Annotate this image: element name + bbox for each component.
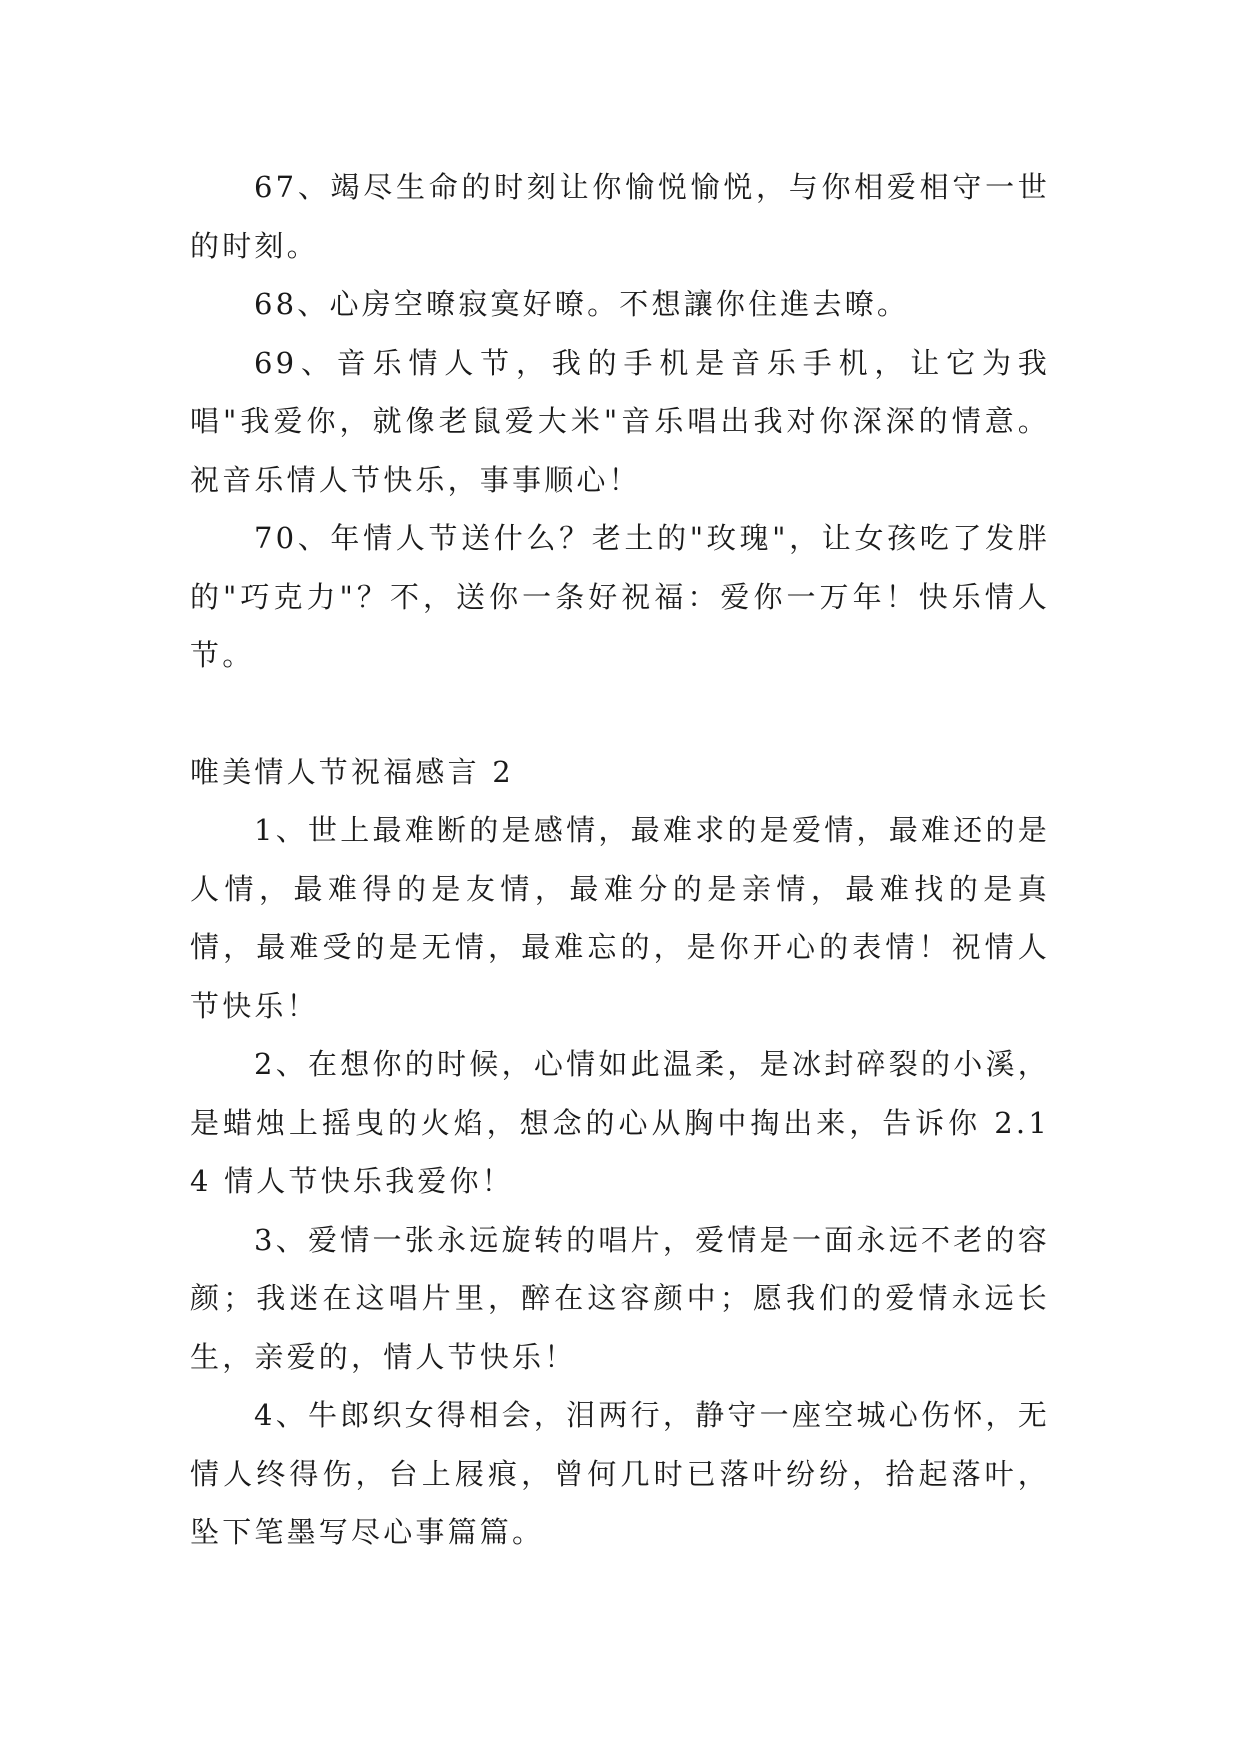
paragraph-67: 67、竭尽生命的时刻让你愉悦愉悦，与你相爱相守一世的时刻。 bbox=[190, 170, 1050, 263]
paragraph-68: 68、心房空暸寂寞好暸。不想讓你住進去暸。 bbox=[254, 287, 910, 321]
section-heading: 唯美情人节祝福感言 2 bbox=[190, 754, 514, 789]
section-spacer bbox=[190, 685, 1050, 743]
paragraph-1: 1、世上最难断的是感情，最难求的是爱情，最难还的是人情，最难得的是友情，最难分的是亲情，最难找的是真情，最难受的是无情，最难忘的，是你开心的表情！祝情人节快乐！ bbox=[190, 813, 1050, 1023]
paragraph-3: 3、爱情一张永远旋转的唱片，爱情是一面永远不老的容颜；我迷在这唱片里，醉在这容颜中；愿我们的爱情永远长生，亲爱的，情人节快乐！ bbox=[190, 1222, 1050, 1374]
paragraph-70: 70、年情人节送什么？老土的"玫瑰"，让女孩吃了发胖的"巧克力"？不，送你一条好祝福：爱你一万年！快乐情人节。 bbox=[190, 521, 1050, 672]
paragraph-4: 4、牛郎织女得相会，泪两行，静守一座空城心伤怀，无情人终得伤，台上屐痕，曾何几时已落叶纷纷，拾起落叶，坠下笔墨写尽心事篇篇。 bbox=[190, 1398, 1050, 1549]
paragraph-2: 2、在想你的时候，心情如此温柔，是冰封碎裂的小溪，是蜡烛上摇曳的火焰，想念的心从胸中掏出来，告诉你 2.14 情人节快乐我爱你！ bbox=[190, 1047, 1050, 1198]
paragraph-69: 69、音乐情人节，我的手机是音乐手机，让它为我唱"我爱你，就像老鼠爱大米"音乐唱出我对你深深的情意。祝音乐情人节快乐，事事顺心！ bbox=[190, 345, 1050, 497]
document-body bbox=[190, 158, 1050, 1562]
